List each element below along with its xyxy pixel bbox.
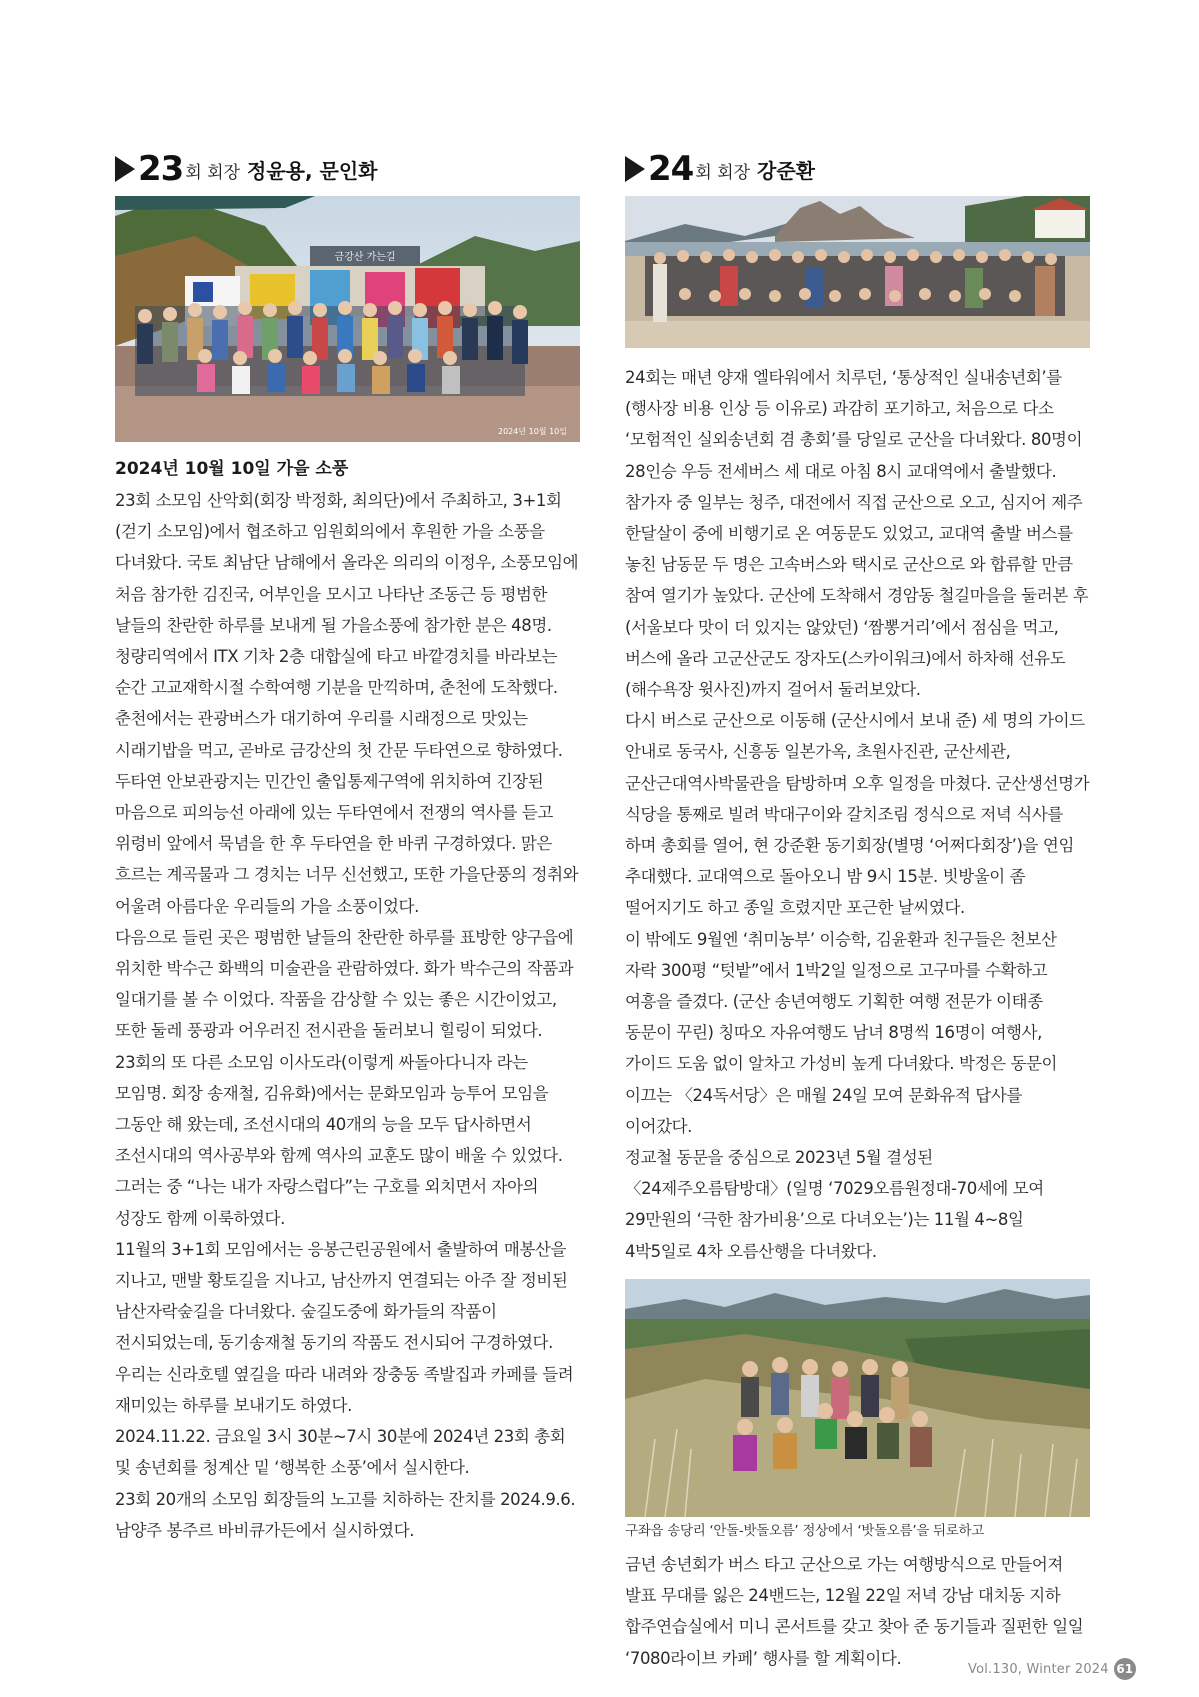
section-heading-24 bbox=[625, 149, 1090, 189]
paragraph: 이 밖에도 9월엔 ‘취미농부’ 이승학, 김윤환과 친구들은 천보산 자락 300평 “텃밭”에서 1박2일 일정으로 고구마를 수확하고 여흥을 즐겼다. (군산 송년여행도 기획한 여행 전문가 이태종 동문이 꾸린) 칭따오 자유여행도 남녀 8명씩 16명이 여행사, 가이드 도움 없이 알차고 가성비 높게 다녀왔다. 박정은 동문이 이끄는 〈24독서당〉은 매월 24일 모여 문화유적 답사를 이어갔다. bbox=[625, 929, 1058, 1136]
president-names: 정윤용, 문인화 bbox=[247, 159, 378, 183]
paragraph: 2024.11.22. 금요일 3시 30분~7시 30분에 2024년 23회 총회 및 송년회를 청계산 밑 ‘행복한 소풍’에서 실시한다. bbox=[115, 1427, 566, 1478]
oreum-hike-photo-illustration bbox=[625, 1279, 1090, 1517]
paragraph: 23회 소모임 산악회(회장 박정화, 최의단)에서 주최하고, 3+1회(걷기 소모임)에서 협조하고 임원회의에서 후원한 가을 소풍을 다녀왔다. 국토 최남단 남해에서 올라온 의리의 이정우, 소풍모임에 처음 참가한 김진국, 어부인을 모시고 나타난 조동근 등 평범한 날들의 찬란한 하루를 보내게 될 가을소풍에 참가한 분은 48명. bbox=[115, 491, 579, 635]
heading-suffix: 회 회장 bbox=[185, 163, 240, 183]
event-subhead: 2024년 10월 10일 가을 소풍 bbox=[115, 459, 349, 479]
beach-group-photo-illustration bbox=[625, 196, 1090, 348]
paragraph: 정교철 동문을 중심으로 2023년 5월 결성된 〈24제주오름탐방대〉(일명 ‘7029오름원정대-70세에 모여 29만원의 ‘극한 참가비용’으로 다녀오는’)는 11월 4~8일 4박5일로 4차 오름산행을 다녀왔다. bbox=[625, 1148, 1044, 1261]
paragraph: 다시 버스로 군산으로 이동해 (군산시에서 보내 준) 세 명의 가이드 안내로 동국사, 신흥동 일본가옥, 초원사진관, 군산세관, 군산근대역사박물관을 탐방하며 오후 일정을 마쳤다. 군산생선명가 식당을 통째로 빌려 박대구이와 갈치조림 정식으로 저녁 식사를 하며 총회를 열어, 현 강준환 동기회장(별명 ‘어쩌다회장’)을 연임 추대했다. 교대역으로 돌아오니 밤 9시 15분. 빗방울이 좀 떨어지기도 하고 종일 흐렸지만 포근한 날씨였다. bbox=[625, 711, 1090, 918]
sign-text: 금강산 가는길 bbox=[334, 252, 396, 263]
closing-paragraph: 금년 송년회가 버스 타고 군산으로 가는 여행방식으로 만들어져 발표 무대를 잃은 24밴드는, 12월 22일 저녁 강남 대치동 지하 합주연습실에서 미니 콘서트를 갖고 찾아 준 동기들과 질펀한 일일 ‘7080라이브 카페’ 행사를 할 계획이다. bbox=[625, 1554, 1084, 1668]
article-body-24 bbox=[625, 362, 1090, 1267]
photo-autumn-picnic bbox=[115, 196, 580, 442]
paragraph: 두타연 안보관광지는 민간인 출입통제구역에 위치하여 긴장된 마음으로 피의능선 아래에 있는 두타연에서 전쟁의 역사를 듣고 위령비 앞에서 묵념을 한 후 두타연을 한 바퀴 구경하였다. 맑은 흐르는 계곡물과 그 경치는 너무 신선했고, 또한 가을단풍의 정취와 어울려 아름다운 우리들의 가을 소풍이었다. bbox=[115, 771, 579, 916]
paragraph: 춘천에서는 관광버스가 대기하여 우리를 시래정으로 맛있는 시래기밥을 먹고, 곧바로 금강산의 첫 간문 두타연으로 향하였다. bbox=[115, 709, 563, 760]
group-photo-illustration bbox=[115, 196, 580, 442]
class-number: 23 bbox=[138, 149, 184, 189]
page-number: 61 bbox=[1114, 1658, 1136, 1680]
photo-caption: 구좌읍 송당리 ‘안돌-밧돌오름’ 정상에서 ‘밧돌오름’을 뒤로하고 bbox=[625, 1522, 985, 1539]
photo-jeju-oreum bbox=[625, 1279, 1090, 1517]
paragraph: 다음으로 들린 곳은 평범한 날들의 찬란한 하루를 표방한 양구읍에 위치한 박수근 화백의 미술관을 관람하였다. 화가 박수근의 작품과 일대기를 볼 수 이었다. 작품을 감상할 수 있는 좋은 시간이었고, 또한 둘레 풍광과 어우러진 전시관을 둘러보니 힐링이 되었다. bbox=[115, 927, 574, 1041]
article-body-23 bbox=[115, 485, 580, 1546]
paragraph: 23회의 또 다른 소모임 이사도라(이렇게 싸돌아다니자 라는 모임명. 회장 송재철, 김유화)에서는 문화모임과 능투어 모임을 그동안 해 왔는데, 조선시대의 40개의 능을 모두 답사하면서 조선시대의 역사공부와 함께 역사의 교훈도 많이 배울 수 있었다. 그러는 중 “나는 내가 자랑스럽다”는 구호를 외치면서 자아의 성장도 함께 이룩하였다. bbox=[115, 1052, 563, 1228]
class-number: 24 bbox=[648, 149, 694, 189]
page-footer bbox=[968, 1658, 1136, 1680]
heading-suffix: 회 회장 bbox=[695, 163, 750, 183]
column-23 bbox=[115, 150, 580, 1546]
triangle-bullet-icon bbox=[115, 156, 135, 182]
president-names: 강준환 bbox=[757, 159, 815, 183]
paragraph: 24회는 매년 양재 엘타워에서 치루던, ‘통상적인 실내송년회’를 (행사장 비용 인상 등 이유로) 과감히 포기하고, 처음으로 다소 ‘모험적인 실외송년회 겸 총회’를 당일로 군산을 다녀왔다. 80명이 28인승 우등 전세버스 세 대로 아침 8시 교대역에서 출발했다. bbox=[625, 368, 1083, 481]
photo-date-stamp: 2024년 10월 10일 bbox=[498, 427, 567, 436]
column-24 bbox=[625, 150, 1090, 1674]
volume-label: Vol.130, Winter 2024 bbox=[968, 1661, 1109, 1677]
paragraph: 23회 20개의 소모임 회장들의 노고를 치하하는 잔치를 2024.9.6. 남양주 봉주르 바비큐가든에서 실시하였다. bbox=[115, 1489, 576, 1540]
paragraph: 참가자 중 일부는 청주, 대전에서 직접 군산으로 오고, 심지어 제주 한달살이 중에 비행기로 온 여동문도 있었고, 교대역 출발 버스를 놓친 남동문 두 명은 고속버스와 택시로 군산으로 와 합류할 만큼 참여 열기가 높았다. 군산에 도착해서 경암동 철길마을을 둘러본 후(서울보다 맛이 더 있지는 않았던) ‘짬뽕거리’에서 점심을 먹고, 버스에 올라 고군산군도 장자도(스카이워크)에서 하차해 선유도(해수욕장 윗사진)까지 걸어서 둘러보았다. bbox=[625, 492, 1089, 700]
photo-gunsan-beach bbox=[625, 196, 1090, 348]
triangle-bullet-icon bbox=[625, 156, 645, 182]
paragraph: 11월의 3+1회 모임에서는 응봉근린공원에서 출발하여 매봉산을 지나고, 맨발 황토길을 지나고, 남산까지 연결되는 아주 잘 정비된 남산자락숲길을 다녀왔다. 숲길도중에 화가들의 작품이 전시되었는데, 동기송재철 동기의 작품도 전시되어 구경하였다. 우리는 신라호텔 옆길을 따라 내려와 장충동 족발집과 카페를 들려 재미있는 하루를 보내기도 하였다. bbox=[115, 1239, 574, 1415]
paragraph: 청량리역에서 ITX 기차 2층 대합실에 타고 바깥경치를 바라보는 순간 고교재학시절 수학여행 기분을 만끽하며, 춘천에 도착했다. bbox=[115, 647, 558, 698]
section-heading-23 bbox=[115, 149, 580, 189]
